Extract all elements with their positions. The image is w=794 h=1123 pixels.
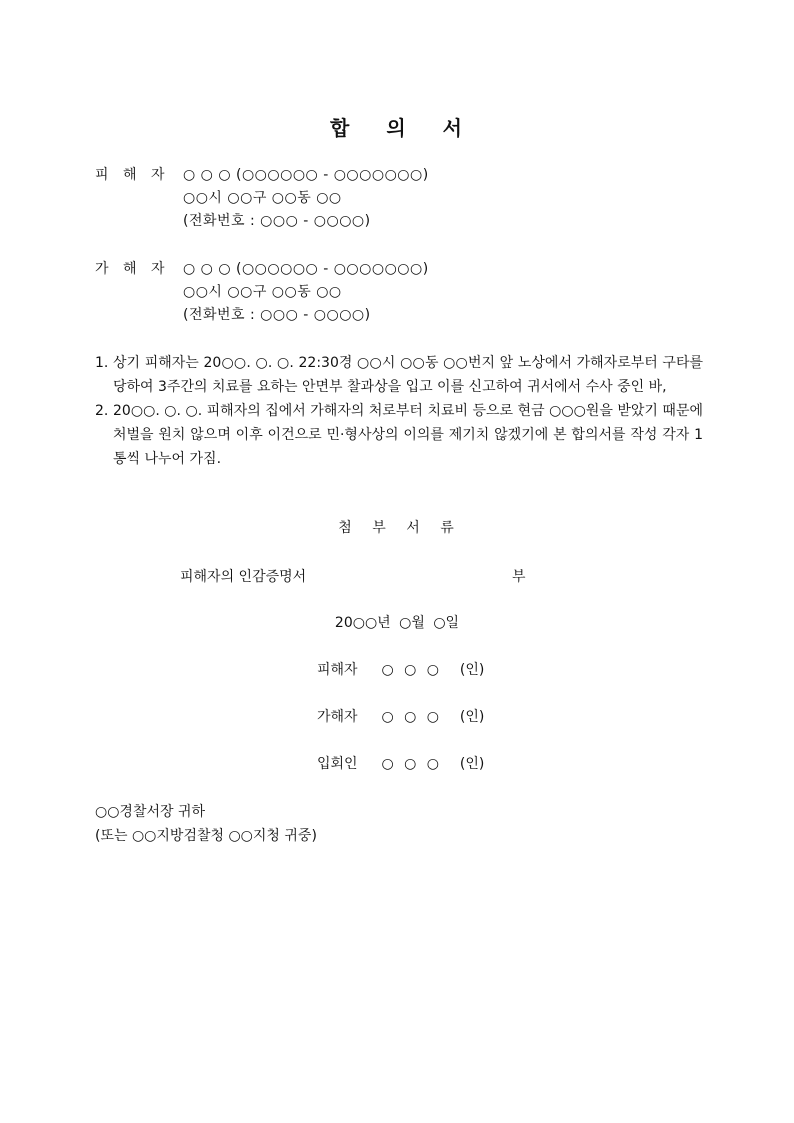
statement-number: 2. — [95, 403, 109, 419]
offender-role-label: 가 해 자 — [95, 261, 170, 277]
addressee-line-2: (또는 ○○지방검찰청 ○○지청 귀중) — [95, 828, 317, 844]
attachments-title: 첨 부 서 류 — [338, 520, 456, 536]
signature-name: ○ ○ ○ — [381, 756, 443, 772]
signature-offender — [317, 706, 484, 726]
addressee-block — [95, 800, 317, 848]
signature-name: ○ ○ ○ — [381, 709, 443, 725]
attachment-unit: 부 — [512, 569, 526, 585]
victim-phone: (전화번호 : ○○○ - ○○○○) — [183, 213, 371, 229]
signature-witness — [317, 753, 484, 773]
signature-seal: (인) — [459, 756, 485, 772]
signature-name: ○ ○ ○ — [381, 662, 443, 678]
victim-name-line: ○ ○ ○ (○○○○○○ - ○○○○○○○) — [183, 167, 429, 183]
victim-role-label: 피 해 자 — [95, 167, 170, 183]
signature-label: 입회인 — [317, 756, 358, 772]
addressee-line-1: ○○경찰서장 귀하 — [95, 804, 206, 820]
signature-seal: (인) — [459, 709, 485, 725]
signature-label: 가해자 — [317, 709, 358, 725]
statement-item — [95, 351, 703, 399]
statement-text: 상기 피해자는 20○○. ○. ○. 22:30경 ○○시 ○○동 ○○번지 앞 노상에서 가해자로부터 구타를 당하여 3주간의 치료를 요하는 안면부 찰과상을 입고 이를 신고하여 귀서에서 수사 중인 바, — [113, 355, 703, 395]
statement-number: 1. — [95, 355, 109, 371]
statement-item — [95, 399, 703, 471]
attachment-doc: 피해자의 인감증명서 — [180, 569, 307, 585]
signature-label: 피해자 — [317, 662, 358, 678]
document-date: 20○○년 ○월 ○일 — [334, 615, 460, 631]
offender-name-line: ○ ○ ○ (○○○○○○ - ○○○○○○○) — [183, 261, 429, 277]
document-title: 합 의 서 — [330, 116, 464, 140]
offender-phone: (전화번호 : ○○○ - ○○○○) — [183, 307, 371, 323]
signature-seal: (인) — [459, 662, 485, 678]
statement-list — [95, 351, 703, 471]
signature-victim — [317, 659, 484, 679]
statement-text: 20○○. ○. ○. 피해자의 집에서 가해자의 처로부터 치료비 등으로 현금 ○○○원을 받았기 때문에 처벌을 원치 않으며 이후 이건으로 민·형사상의 이의를 제기치 않겠기에 본 합의서를 작성 각자 1통씩 나누어 가짐. — [113, 403, 703, 467]
offender-address: ○○시 ○○구 ○○동 ○○ — [183, 284, 342, 300]
victim-address: ○○시 ○○구 ○○동 ○○ — [183, 190, 342, 206]
